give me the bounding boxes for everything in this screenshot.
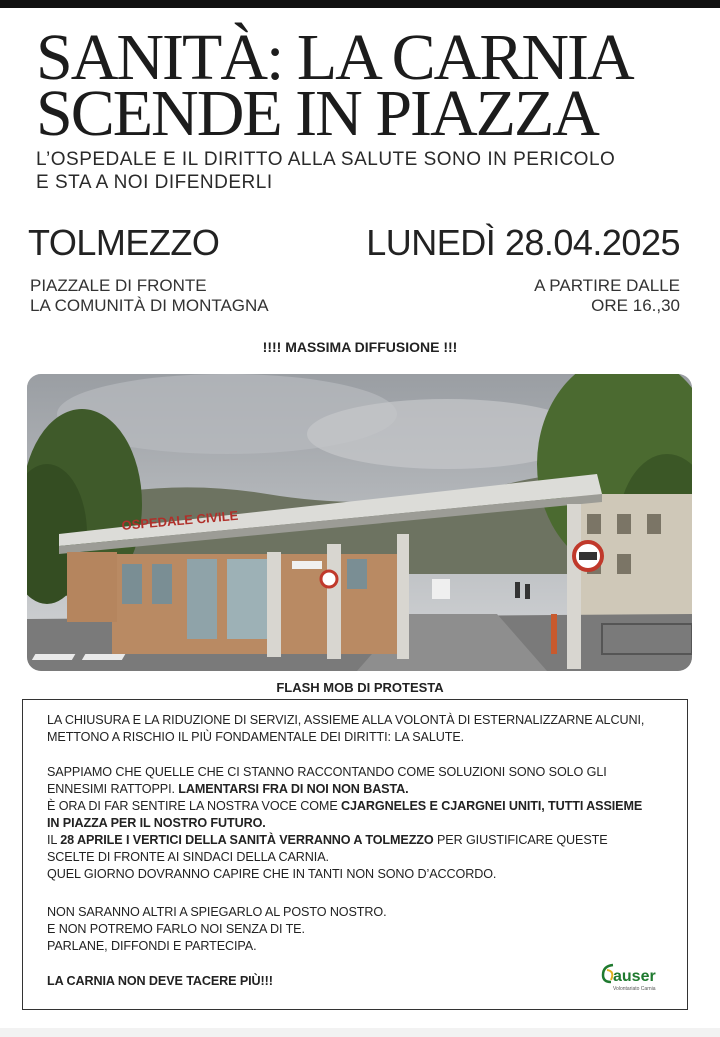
event-city: TOLMEZZO bbox=[28, 222, 220, 263]
time-line-1: A PARTIRE DALLE bbox=[534, 276, 680, 295]
bottom-strip bbox=[0, 1028, 720, 1037]
event-time bbox=[534, 276, 680, 316]
poster-subtitle bbox=[36, 148, 615, 194]
diffusion-notice: !!!! MASSIMA DIFFUSIONE !!! bbox=[262, 339, 458, 355]
auser-logo bbox=[599, 962, 669, 996]
description-box bbox=[22, 699, 688, 1010]
auser-logo-text: auser bbox=[613, 968, 656, 985]
poster-title bbox=[36, 21, 633, 150]
title-line-1: SANITÀ: LA CARNIA bbox=[36, 21, 633, 94]
place-line-2: LA COMUNITÀ DI MONTAGNA bbox=[30, 296, 269, 315]
auser-logo-sub: Volontariato Carnia bbox=[613, 986, 656, 992]
closing-line: LA CARNIA NON DEVE TACERE PIÙ!!! bbox=[47, 974, 273, 988]
event-date: LUNEDÌ 28.04.2025 bbox=[366, 222, 680, 263]
time-line-2: ORE 16.,30 bbox=[591, 296, 680, 315]
photo-caption: FLASH MOB DI PROTESTA bbox=[276, 680, 444, 695]
hospital-sign: OSPEDALE CIVILE bbox=[120, 507, 239, 533]
subtitle-line-1: L’OSPEDALE E IL DIRITTO ALLA SALUTE SONO IN PERICOLO bbox=[36, 149, 616, 170]
event-place bbox=[30, 276, 269, 316]
paragraph-3: NON SARANNO ALTRI A SPIEGARLO AL POSTO NOSTRO. E NON POTREMO FARLO NOI SENZA DI TE. PARLANE, DIFFONDI E PARTECIPA. bbox=[47, 905, 387, 953]
title-line-2: SCENDE IN PIAZZA bbox=[36, 77, 598, 150]
place-line-1: PIAZZALE DI FRONTE bbox=[30, 276, 207, 295]
subtitle-line-2: E STA A NOI DIFENDERLI bbox=[36, 172, 273, 193]
paragraph-1: LA CHIUSURA E LA RIDUZIONE DI SERVIZI, ASSIEME ALLA VOLONTÀ DI ESTERNALIZZARNE ALCUNI, METTONO A RISCHIO IL PIÙ FONDAMENTALE DEI DIRITTI: LA SALUTE. bbox=[47, 713, 645, 744]
paragraph-2: SAPPIAMO CHE QUELLE CHE CI STANNO RACCONTANDO COME SOLUZIONI SONO SOLO GLI ENNESIMI RATTOPPI. LAMENTARSI FRA DI NOI NON BASTA. È ORA DI FAR SENTIRE LA NOSTRA VOCE COME CJARGNELES E CJARGNEI UNITI, TUTTI ASSIEME IN PIAZZA PER IL NOSTRO FUTURO. IL 28 APRILE I VERTICI DELLA SANITÀ VERRANNO A TOLMEZZO PER GIUSTIFICARE QUESTE SCELTE DI FRONTE AI SINDACI DELLA CARNIA. QUEL GIORNO DOVRANNO CAPIRE CHE IN TANTI NON SONO D’ACCORDO. bbox=[47, 765, 643, 881]
top-border bbox=[0, 0, 720, 8]
hospital-photo bbox=[27, 374, 692, 671]
